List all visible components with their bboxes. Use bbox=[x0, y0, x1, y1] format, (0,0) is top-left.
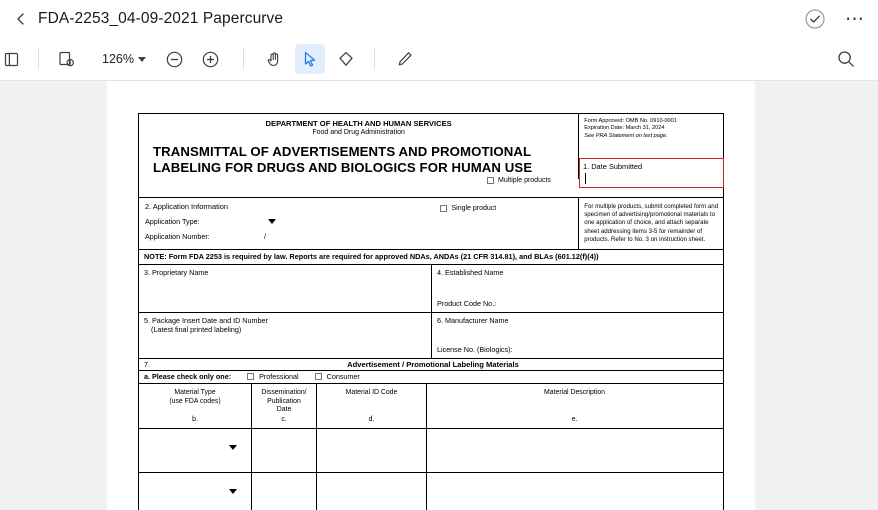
cell-dissemination-date[interactable] bbox=[251, 429, 316, 472]
application-type-label: Application Type: bbox=[145, 217, 200, 227]
fields-3-4-row bbox=[139, 265, 723, 312]
fda-2253-form bbox=[138, 113, 724, 510]
page-thumbnail-icon[interactable] bbox=[51, 44, 81, 74]
product-code-label: Product Code No.: bbox=[437, 298, 497, 308]
field-4-label: 4. Established Name bbox=[437, 267, 504, 277]
document-title: FDA-2253_04-09-2021 Papercurve bbox=[38, 10, 284, 27]
search-icon[interactable] bbox=[831, 44, 861, 74]
single-product-label: Single product bbox=[451, 205, 497, 213]
check-only-one-label: a. Please check only one: bbox=[144, 372, 232, 382]
multiple-products-label: Multiple products bbox=[498, 176, 551, 184]
package-insert-cell[interactable] bbox=[139, 313, 431, 358]
application-number-row[interactable] bbox=[145, 232, 432, 241]
form-header-left bbox=[139, 114, 578, 179]
single-product-checkbox[interactable] bbox=[440, 205, 447, 212]
document-canvas[interactable] bbox=[0, 81, 878, 510]
section-2-instructions: For multiple products, submit completed form and specimen of advertising/promotional materials to one application of choice, and attach separate sheet addressing items 3-5 for remainder of products. Refer to No. 3 on instruction sheet. bbox=[584, 203, 719, 243]
form-title-line2: LABELING FOR DRUGS AND BIOLOGICS FOR HUMAN USE bbox=[153, 159, 533, 175]
column-header-dissemination-date: Dissemination/ Publication Date c. bbox=[251, 384, 316, 428]
consumer-checkbox[interactable] bbox=[315, 373, 322, 380]
text-cursor bbox=[585, 173, 586, 184]
single-product-option[interactable] bbox=[440, 205, 576, 212]
multiple-products-option[interactable] bbox=[487, 177, 551, 184]
hand-pan-icon[interactable] bbox=[259, 44, 289, 74]
agency-label: Food and Drug Administration bbox=[312, 129, 405, 136]
field-6-label: 6. Manufacturer Name bbox=[437, 315, 509, 325]
cell-material-id-code[interactable] bbox=[316, 473, 426, 510]
multiple-products-checkbox[interactable] bbox=[487, 177, 494, 184]
section-2-row bbox=[139, 197, 723, 249]
pdf-page bbox=[107, 81, 755, 510]
cell-material-type[interactable] bbox=[139, 429, 251, 472]
column-header-material-description: Material Description e. bbox=[426, 384, 722, 428]
cell-material-description[interactable] bbox=[426, 473, 722, 510]
date-submitted-field[interactable] bbox=[579, 158, 724, 188]
table-row bbox=[139, 472, 723, 510]
section-2-label: 2. Application Information bbox=[145, 202, 228, 212]
professional-label: Professional bbox=[259, 372, 299, 382]
form-title-line1: TRANSMITTAL OF ADVERTISEMENTS AND PROMOTIONAL bbox=[153, 144, 532, 159]
chevron-left-icon bbox=[13, 11, 29, 27]
materials-table-header bbox=[139, 384, 723, 428]
cursor-select-icon[interactable] bbox=[295, 44, 325, 74]
application-type-row[interactable] bbox=[145, 217, 432, 226]
column-header-material-id-code: Material ID Code d. bbox=[316, 384, 426, 428]
date-submitted-label: 1. Date Submitted bbox=[583, 162, 643, 171]
form-note: NOTE: Form FDA 2253 is required by law. Reports are required for approved NDAs, ANDAs (21 CFR 314.81), and BLAs (601.12(f)(4)) bbox=[139, 249, 723, 265]
title-bar bbox=[0, 0, 878, 38]
pen-annotate-icon[interactable] bbox=[390, 44, 420, 74]
chevron-down-icon[interactable] bbox=[229, 489, 237, 494]
back-button[interactable] bbox=[6, 4, 36, 34]
toolbar-separator-3 bbox=[374, 49, 375, 69]
product-scope-block bbox=[438, 198, 578, 249]
section-2-instructions-block bbox=[578, 198, 723, 249]
manufacturer-name-cell[interactable] bbox=[431, 313, 723, 358]
zoom-level-dropdown[interactable] bbox=[96, 49, 152, 69]
field-5-label: 5. Package Insert Date and ID Number bbox=[144, 315, 268, 325]
department-label: DEPARTMENT OF HEALTH AND HUMAN SERVICES bbox=[265, 119, 452, 128]
field-3-label: 3. Proprietary Name bbox=[144, 267, 209, 277]
cell-material-description[interactable] bbox=[426, 429, 722, 472]
zoom-in-icon[interactable] bbox=[196, 44, 226, 74]
license-no-label: License No. (Biologics): bbox=[437, 344, 513, 354]
toolbar bbox=[0, 38, 878, 81]
column-header-material-type: Material Type (use FDA codes) b. bbox=[169, 388, 221, 424]
chevron-down-icon[interactable] bbox=[268, 219, 276, 224]
section-7-header bbox=[139, 358, 723, 371]
established-name-cell[interactable] bbox=[431, 265, 723, 312]
shape-highlight-icon[interactable] bbox=[331, 44, 361, 74]
consumer-label: Consumer bbox=[326, 372, 360, 382]
proprietary-name-cell[interactable] bbox=[139, 265, 431, 312]
section-7-number: 7. bbox=[144, 359, 150, 369]
cell-dissemination-date[interactable] bbox=[251, 473, 316, 510]
section-7-audience-row bbox=[139, 371, 723, 384]
cell-material-type[interactable] bbox=[139, 473, 251, 510]
fields-5-6-row bbox=[139, 312, 723, 358]
field-5-sublabel: (Latest final printed labeling) bbox=[151, 324, 242, 334]
application-number-value: / bbox=[264, 232, 266, 242]
professional-checkbox[interactable] bbox=[247, 373, 254, 380]
more-options-icon[interactable]: ⋯ bbox=[845, 8, 865, 30]
panel-toggle-icon[interactable] bbox=[0, 44, 26, 74]
table-row bbox=[139, 428, 723, 472]
omb-line-2: Expiration Date: March 31, 2024 bbox=[584, 125, 665, 132]
chevron-down-icon[interactable] bbox=[229, 445, 237, 450]
application-number-label: Application Number: bbox=[145, 232, 210, 242]
omb-line-1: Form Approved: OMB No. 0910-0001 bbox=[584, 118, 677, 124]
chevron-down-icon bbox=[138, 57, 146, 62]
title-bar-actions bbox=[802, 0, 868, 38]
omb-line-3: See PRA Statement on last page. bbox=[584, 132, 668, 139]
toolbar-separator-2 bbox=[243, 49, 244, 69]
zoom-level-value: 126% bbox=[102, 52, 134, 66]
toolbar-separator-1 bbox=[38, 49, 39, 69]
cloud-check-icon[interactable] bbox=[802, 6, 828, 32]
cell-material-id-code[interactable] bbox=[316, 429, 426, 472]
section-7-title: Advertisement / Promotional Labeling Materials bbox=[347, 359, 519, 369]
zoom-out-icon[interactable] bbox=[160, 44, 190, 74]
application-information-block bbox=[139, 198, 438, 249]
